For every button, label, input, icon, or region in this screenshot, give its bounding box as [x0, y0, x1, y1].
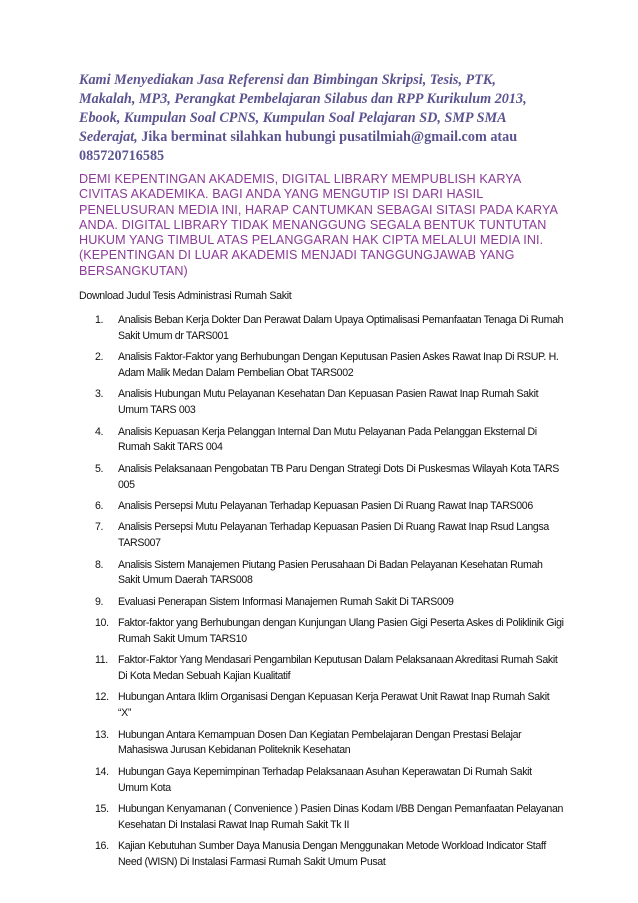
list-item-number: 3.	[95, 388, 104, 401]
list-item-number: 9.	[95, 595, 104, 608]
thesis-title-list	[79, 313, 564, 876]
list-item-title: Hubungan Antara Kemampuan Dosen Dan Kegiatan Pembelajaran Dengan Prestasi Belajar Mahasiswa Jurusan Kebidanan Politeknik Kesehatan	[118, 728, 522, 757]
list-item-number: 12.	[95, 691, 109, 704]
list-item-number: 8.	[95, 558, 104, 571]
list-item-title: Hubungan Antara Iklim Organisasi Dengan Kepuasan Kerja Perawat Unit Rawat Inap Rumah Sakit “X”	[118, 691, 550, 720]
list-item-title: Hubungan Gaya Kepemimpinan Terhadap Pelaksanaan Asuhan Keperawatan Di Rumah Sakit Umum Kota	[118, 765, 532, 794]
thesis-list-item	[79, 387, 564, 419]
list-item-number: 4.	[95, 425, 104, 438]
list-item-title: Faktor-Faktor Yang Mendasari Pengambilan Keputusan Dalam Pelaksanaan Akreditasi Rumah Sakit Di Kota Medan Sebuah Kajian Kualitatif	[118, 654, 558, 683]
thesis-list-item	[79, 595, 564, 611]
list-item-number: 1.	[95, 314, 104, 326]
list-item-title: Analisis Beban Kerja Dokter Dan Perawat Dalam Upaya Optimalisasi Pemanfaatan Tenaga Di Rumah Sakit Umum dr TARS001	[118, 314, 564, 342]
thesis-list-item	[79, 765, 564, 797]
download-list-title: Download Judul Tesis Administrasi Rumah Sakit	[79, 290, 292, 302]
promo-text: Kami Menyediakan Jasa Referensi dan Bimbingan Skripsi, Tesis, PTK, Makalah, MP3, Perangkat Pembelajaran Silabus dan RPP Kurikulum 2013, Ebook, Kumpulan Soal CPNS, Kumpulan Soal Pelajaran SD, SMP SMA Sederajat,	[79, 72, 527, 145]
thesis-list-item	[79, 350, 564, 382]
list-item-title: Hubungan Kenyamanan ( Convenience ) Pasien Dinas Kodam I/BB Dengan Pemanfaatan Pelayanan Kesehatan Di Instalasi Rawat Inap Rumah Sakit Tk II	[118, 803, 564, 831]
thesis-list-item	[79, 839, 564, 871]
thesis-list-item	[79, 499, 564, 515]
list-item-title: Analisis Sistem Manajemen Piutang Pasien Perusahaan Di Badan Pelayanan Kesehatan Rumah Sakit Umum Daerah TARS008	[118, 558, 543, 587]
list-item-number: 6.	[95, 499, 104, 512]
thesis-list-item	[79, 616, 564, 648]
list-item-number: 16.	[95, 840, 109, 853]
list-item-title: Faktor-faktor yang Berhubungan dengan Kunjungan Ulang Pasien Gigi Peserta Askes di Poliklinik Gigi Rumah Sakit Umum TARS10	[118, 617, 564, 645]
list-item-title: Analisis Kepuasan Kerja Pelanggan Internal Dan Mutu Pelayanan Pada Pelanggan Eksternal Di Rumah Sakit TARS 004	[118, 425, 537, 454]
list-item-number: 13.	[95, 728, 109, 741]
thesis-list-item	[79, 520, 564, 552]
thesis-list-item	[79, 690, 564, 722]
copyright-notice: DEMI KEPENTINGAN AKADEMIS, DIGITAL LIBRARY MEMPUBLISH KARYA CIVITAS AKADEMIKA. BAGI ANDA YANG MENGUTIP ISI DARI HASIL PENELUSURAN MEDIA INI, HARAP CANTUMKAN SEBAGAI SITASI PADA KARYA ANDA. DIGITAL LIBRARY TIDAK MENANGGUNG SEGALA BENTUK TUNTUTAN HUKUM YANG TIMBUL ATAS PELANGGARAN HAK CIPTA MELALUI MEDIA INI. (KEPENTINGAN DI LUAR AKADEMIS MENJADI TANGGUNGJAWAB YANG BERSANGKUTAN)	[79, 172, 558, 278]
list-item-title: Analisis Persepsi Mutu Pelayanan Terhadap Kepuasan Pasien Di Ruang Rawat Inap Rsud Langsa TARS007	[118, 521, 549, 550]
thesis-list-item	[79, 728, 564, 760]
list-item-title: Analisis Pelaksanaan Pengobatan TB Paru Dengan Strategi Dots Di Puskesmas Wilayah Kota TARS 005	[118, 462, 559, 491]
list-item-title: Evaluasi Penerapan Sistem Informasi Manajemen Rumah Sakit Di TARS009	[118, 595, 454, 608]
list-item-title: Analisis Faktor-Faktor yang Berhubungan Dengan Keputusan Pasien Askes Rawat Inap Di RSUP. H. Adam Malik Medan Dalam Pembelian Obat TARS002	[118, 351, 559, 379]
list-item-number: 7.	[95, 521, 104, 534]
list-item-number: 14.	[95, 765, 109, 778]
thesis-list-item	[79, 653, 564, 685]
promo-paragraph	[79, 71, 549, 166]
list-item-number: 5.	[95, 462, 104, 475]
list-item-title: Kajian Kebutuhan Sumber Daya Manusia Dengan Menggunakan Metode Workload Indicator Staff Need (WISN) Di Instalasi Farmasi Rumah Sakit Umum Pusat	[118, 840, 546, 869]
list-item-title: Analisis Persepsi Mutu Pelayanan Terhadap Kepuasan Pasien Di Ruang Rawat Inap TARS006	[118, 499, 533, 512]
list-item-number: 15.	[95, 803, 109, 816]
thesis-list-item	[79, 313, 564, 345]
thesis-list-item	[79, 558, 564, 590]
promo-contact-text: Jika berminat silahkan hubungi pusatilmiah@gmail.com atau 085720716585	[79, 129, 518, 164]
list-item-number: 11.	[95, 654, 108, 667]
list-item-number: 2.	[95, 351, 104, 364]
thesis-list-item	[79, 462, 564, 494]
thesis-list-item	[79, 802, 564, 834]
list-item-number: 10.	[95, 617, 109, 630]
thesis-list-item	[79, 425, 564, 457]
list-item-title: Analisis Hubungan Mutu Pelayanan Kesehatan Dan Kepuasan Pasien Rawat Inap Rumah Sakit Umum TARS 003	[118, 388, 539, 417]
